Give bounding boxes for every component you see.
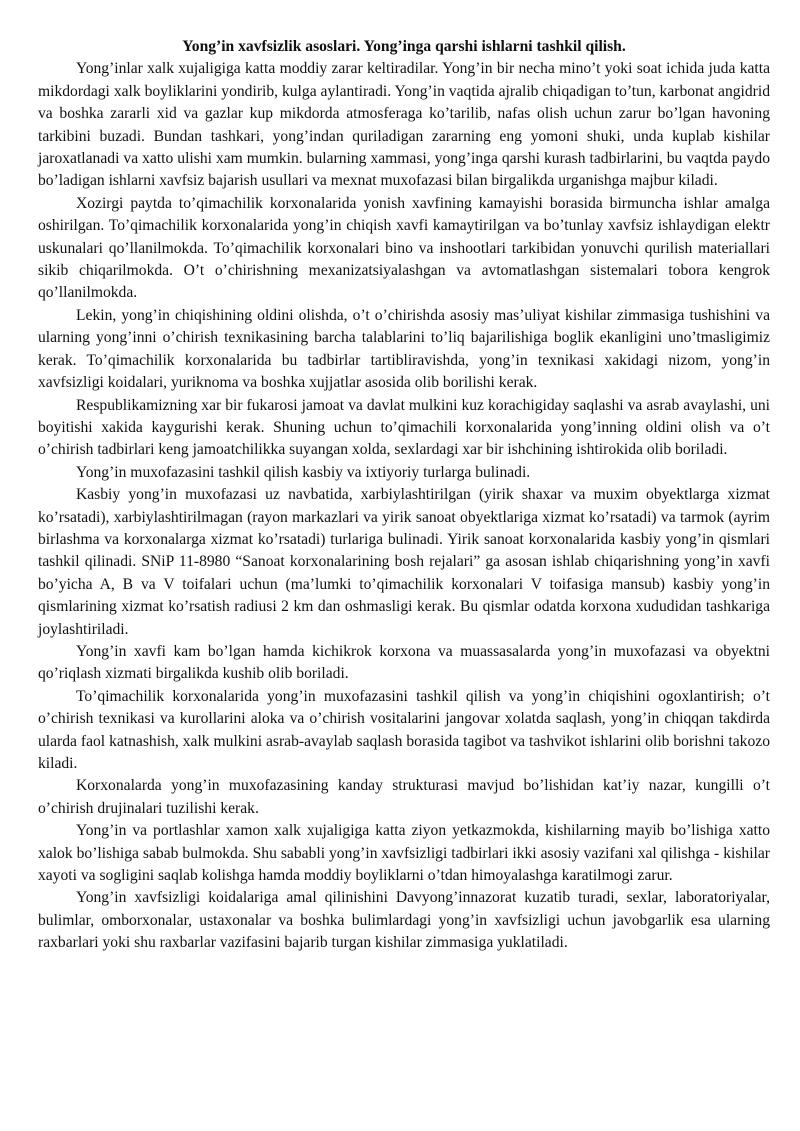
paragraph-4: Respublikamizning xar bir fukarosi jamoat va davlat mulkini kuz korachigiday saqlashi va asrab avaylashi, uni boyitishi xakida kaygurishi kerak. Shuning uchun to’qimachili korxonalarida yong’inning oldini olish va o’t o’chirish tadbirlari keng jamoatchilikka suyangan xolda, sexlardagi xar bir ishchining ishtirokida olib boriladi. xyxy=(38,396,770,459)
paragraph-8: To’qimachilik korxonalarida yong’in muxofazasini tashkil qilish va yong’in chiqishini ogoxlantirish; o’t o’chirish texnikasi va kurollarini aloka va o’chirish vositalarini jangovar xolatda saqlash, yong’in chiqqan takdirda ularda faol katnashish, xalk mulkini asrab-avaylab saqlash borasida tagibot va tashvikot ishlarini olib borishni takozo kiladi. xyxy=(38,687,770,772)
paragraph-11: Yong’in xavfsizligi koidalariga amal qilinishini Davyong’innazorat kuzatib turadi, sexlar, laboratoriyalar, bulimlar, omborxonalar, ustaxonalar va boshka bulimlardagi yong’in xavfsizligi uchun javobgarlik esa ularning raxbarlari yoki shu raxbarlar vazifasini bajarib turgan kishilar zimmasiga yuklatiladi. xyxy=(38,889,770,952)
document-title: Yong’in xavfsizlik asoslari. Yong’inga qarshi ishlarni tashkil qilish. xyxy=(182,38,626,55)
paragraph-6: Kasbiy yong’in muxofazasi uz navbatida, xarbiylashtirilgan (yirik shaxar va muxim obyektlarga xizmat ko’rsatadi), xarbiylashtirilmagan (rayon markazlari va yirik sanoat obyektlariga xizmat ko’rsatadi) va tarmok (ayrim birlashma va korxonalarga xizmat ko’rsatadi) turlariga bulinadi. Yirik sanoat korxonalarida kasbiy yong’in qismlari tashkil qilinadi. SNiP 11-8980 “Sanoat korxonalarining bosh rejalari” ga asosan ishlab chiqarishning yong’in xavfi bo’yicha A, B va V toifalari uchun (ma’lumki to’qimachilik korxonalari V toifasiga mansub) kasbiy yong’in qismlarining xizmat ko’rsatish radiusi 2 km dan oshmasligi kerak. Bu qismlar odatda korxona xududidan tashkariga joylashtiriladi. xyxy=(38,486,770,638)
document-page xyxy=(38,36,770,955)
paragraph-1: Yong’inlar xalk xujaligiga katta moddiy zarar keltiradilar. Yong’in bir necha mino’t yoki soat ichida juda katta mikdordagi xalk boyliklarini yondirib, kulga aylantiradi. Yong’in vaqtida ajralib chiqadigan to’tun, karbonat angidrid va boshka zararli xid va gazlar kup mikdorda atmosferaga ko’tarilib, nafas olish uchun zarur bo’lgan havoning tarkibini buzadi. Bundan tashkari, yong’indan quriladigan zararning eng yomoni shuki, unda kuplab kishilar jaroxatlanadi va xatto ulishi xam mumkin. bularning xammasi, yong’inga qarshi kurash tadbirlarini, bu vaqtda paydo bo’ladigan ishlarni xavfsiz bajarish usullari va mexnat muxofazasi bilan birgalikda urganishga majbur kiladi. xyxy=(38,60,770,190)
paragraph-7: Yong’in xavfi kam bo’lgan hamda kichikrok korxona va muassasalarda yong’in muxofazasi va obyektni qo’riqlash xizmati birgalikda kushib olib boriladi. xyxy=(38,642,770,683)
paragraph-9: Korxonalarda yong’in muxofazasining kanday strukturasi mavjud bo’lishidan kat’iy nazar, kungilli o’t o’chirish drujinalari tuzilishi kerak. xyxy=(38,777,770,817)
paragraph-5: Yong’in muxofazasini tashkil qilish kasbiy va ixtiyoriy turlarga bulinadi. xyxy=(76,463,531,481)
paragraph-2: Xozirgi paytda to’qimachilik korxonalarida yonish xavfining kamayishi borasida birmuncha ishlar amalga oshirilgan. To’qimachilik korxonalarida yong’in chiqish xavfi kamaytirilgan va bo’tunlay xavfsiz ishlaydigan elektr uskunalari qo’llanilmokda. To’qimachilik korxonalari bino va inshootlari tarkibidan yonuvchi qurilish materiallari sikib chiqarilmokda. O’t o’chirishning mexanizatsiyalashgan va avtomatlashgan sistemalari tobora kengrok qo’llanilmokda. xyxy=(38,194,770,302)
paragraph-3: Lekin, yong’in chiqishining oldini olishda, o’t o’chirishda asosiy mas’uliyat kishilar zimmasiga tushishini va ularning yong’inni o’chirish texnikasining barcha talablarini to’liq bajarilishiga boglik ekanligini uno’tmasligimiz kerak. To’qimachilik korxonalarida bu tadbirlar tartibliravishda, yong’in texnikasi xakidagi nizom, yong’in xavfsizligi koidalari, yuriknoma va boshka xujjatlar asosida olib borilishi kerak. xyxy=(38,306,770,392)
paragraph-10: Yong’in va portlashlar xamon xalk xujaligiga katta ziyon yetkazmokda, kishilarning mayib bo’lishiga xatto xalok bo’lishiga sabab bulmokda. Shu sababli yong’in xavfsizligi tadbirlari ikki asosiy vazifani xal qilishga - kishilar xayoti va sogligini saqlab kolishga hamda moddiy boyliklarni o’tdan himoyalashga karatilmogi zarur. xyxy=(38,822,770,885)
